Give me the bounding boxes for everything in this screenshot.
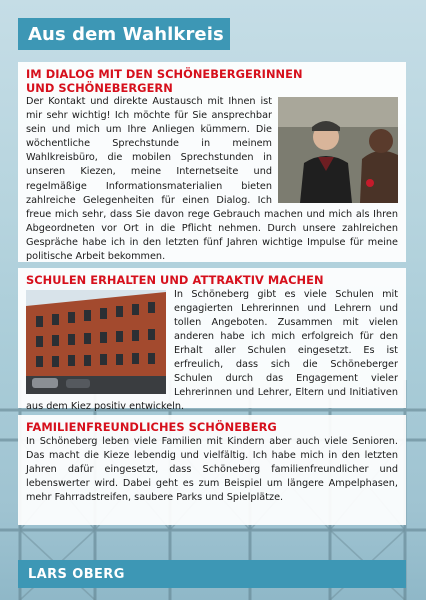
photo-dialog-illustration <box>278 97 398 203</box>
header-title: Aus dem Wahlkreis <box>28 23 224 45</box>
panel-dialog-text: Der Kontakt und direkte Austausch mit Ihnen ist mir sehr wichtig! Ich möchte für Sie ansprechbar sein und mich um Ihre Anliegen kümmern. Die wöchentliche Sprechstunde in meinem Wahlkreisbüro, die mobilen Sprechstunden in unseren Kiezen, meine Internetseite und regelmäßige Informationsmaterialien bieten zahlreiche Gelegenheiten für einen Dialog. Ich freue mich sehr, dass Sie davon rege Gebrauch machen und mich als Ihren Abgeordneten vor Ort in die Pflicht nehmen. Durch unsere zahlreichen Gespräche habe ich in den letzten fünf Jahren wichtige Impulse für meine politische Arbeit bekommen. <box>26 96 398 263</box>
panel-family-text: In Schöneberg leben viele Familien mit Kindern aber auch viele Senioren. Das macht die Kieze lebendig und vielfältig. Ich habe mich in den letzten Jahren dafür eingesetzt, dass Schöneberg familienfreundlicher und lebenswerter wird. Dabei geht es zum Beispiel um längere Ampelphasen, mehr Fahrradstreifen, saubere Parks und Spielplätze. <box>26 435 398 503</box>
panel-schools <box>18 268 406 413</box>
panel-schools-heading: SCHULEN ERHALTEN UND ATTRAKTIV MACHEN <box>26 273 324 287</box>
panel-dialog-heading-line1: IM DIALOG MIT DEN SCHÖNEBERGERINNEN <box>26 67 303 81</box>
panel-dialog-heading <box>26 68 398 95</box>
panel-schools-text: In Schöneberg gibt es viele Schulen mit engagierten Lehrerinnen und Lehrern und tollen Angeboten. Zusammen mit vielen anderen habe ich mich erfolgreich für den Erhalt aller Schulen eingesetzt. Es ist erfreulich, dass sich die Schöneberger Schulen durch das Engagement vieler Lehrerinnen und Lehrer, Eltern und Initiativen aus dem Kiez positiv entwickeln. <box>26 288 398 413</box>
section-header <box>18 18 230 50</box>
footer-name: LARS OBERG <box>28 566 125 582</box>
photo-dialog <box>278 97 398 203</box>
photo-school <box>26 290 166 394</box>
photo-school-illustration <box>26 290 166 394</box>
panel-dialog-heading-line2: UND SCHÖNEBERGERN <box>26 80 173 95</box>
panel-family-heading: FAMILIENFREUNDLICHES SCHÖNEBERG <box>26 420 277 434</box>
footer-bar <box>18 560 406 588</box>
panel-family <box>18 415 406 525</box>
panel-dialog <box>18 62 406 262</box>
